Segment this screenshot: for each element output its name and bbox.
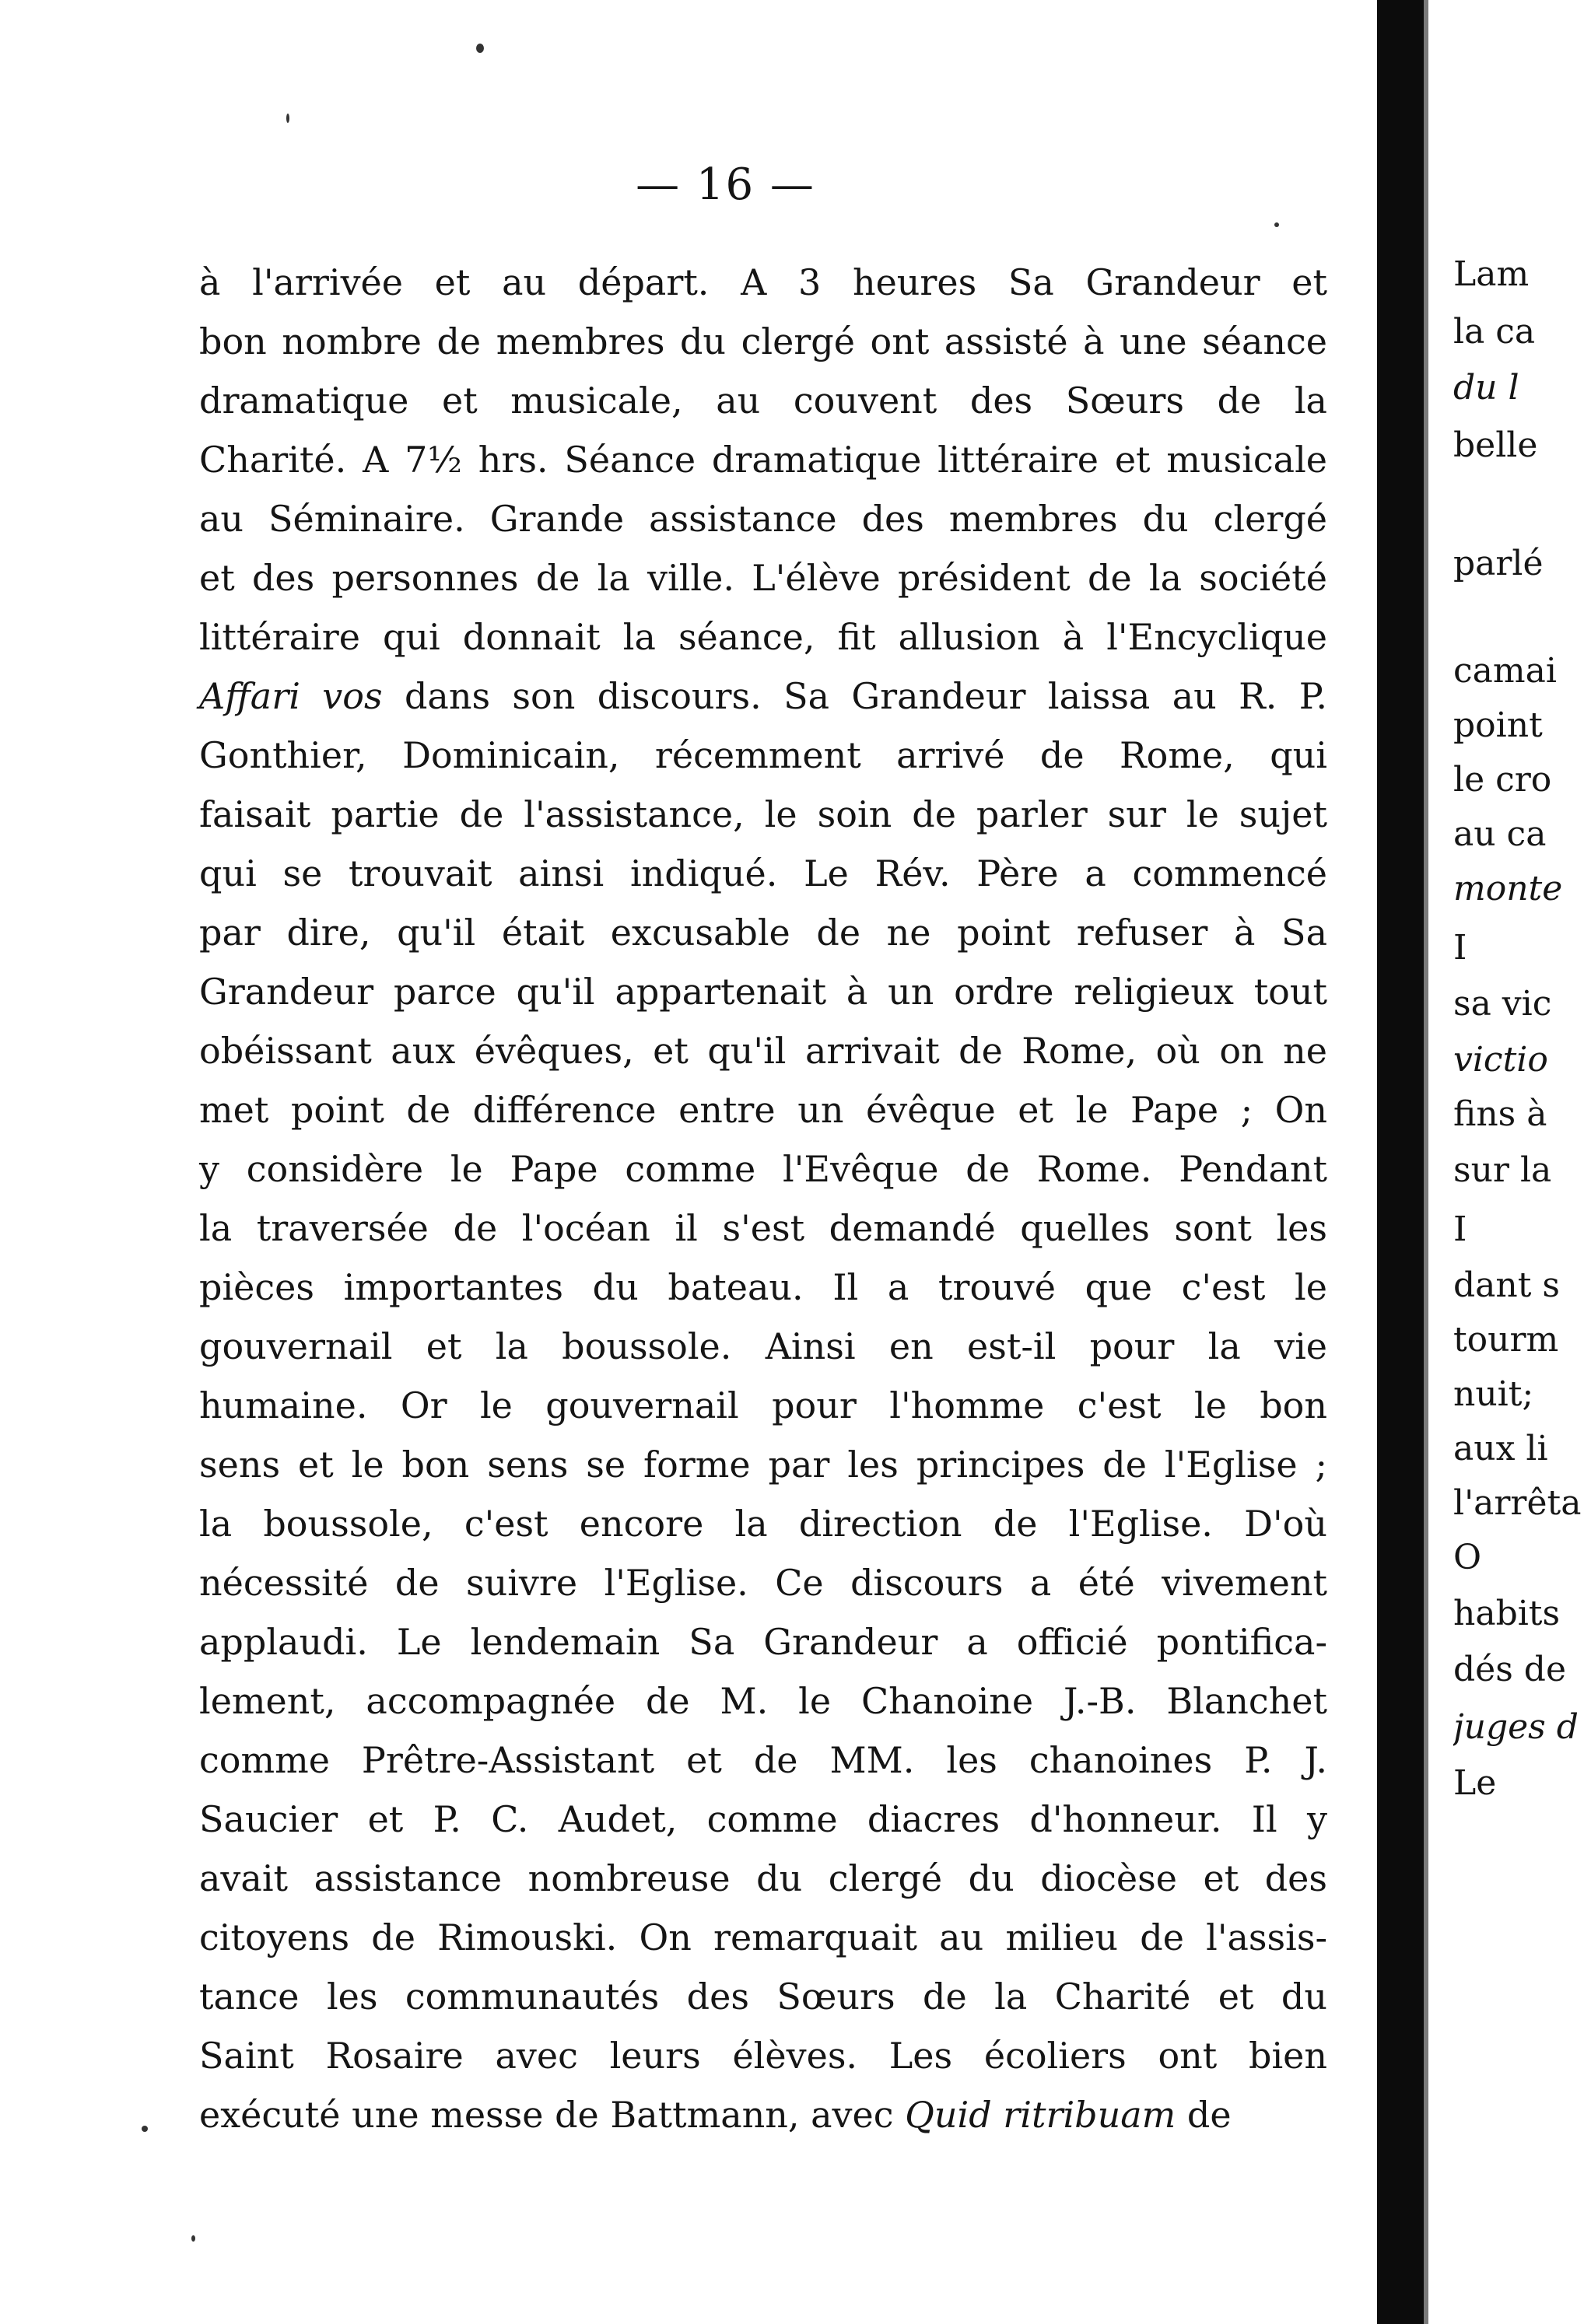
line-text: gouvernail et la boussole. Ainsi en est-il pour la vie bbox=[199, 1325, 1327, 1367]
text-line bbox=[199, 1553, 1327, 1612]
facing-page-text: Lam bbox=[1453, 254, 1530, 294]
text-line bbox=[199, 1494, 1327, 1553]
italic-term: Affari vos bbox=[199, 675, 383, 717]
facing-page-text: habits bbox=[1453, 1594, 1561, 1633]
facing-page-text: sa vic bbox=[1453, 984, 1552, 1024]
text-line bbox=[199, 1080, 1327, 1139]
line-text: à l'arrivée et au départ. A 3 heures Sa Grandeur et bbox=[199, 261, 1327, 303]
facing-page-text: nuit; bbox=[1453, 1374, 1534, 1414]
line-text: la traversée de l'océan il s'est demandé quelles sont les bbox=[199, 1207, 1327, 1249]
line-text: Charité. A 7½ hrs. Séance dramatique littéraire et musicale bbox=[199, 439, 1327, 481]
text-line bbox=[199, 1435, 1327, 1494]
line-text: Grandeur parce qu'il appartenait à un ordre religieux tout bbox=[199, 971, 1327, 1013]
facing-page-text: juges d bbox=[1453, 1707, 1579, 1747]
text-line bbox=[199, 371, 1327, 430]
facing-page-text: sur la bbox=[1453, 1150, 1552, 1190]
line-text: sens et le bon sens se forme par les principes de l'Eglise ; bbox=[199, 1444, 1327, 1486]
facing-page-text: I bbox=[1453, 928, 1467, 968]
text-line bbox=[199, 1258, 1327, 1317]
line-text: applaudi. Le lendemain Sa Grandeur a officié pontifica- bbox=[199, 1621, 1327, 1663]
scan-speck bbox=[142, 2126, 148, 2132]
facing-page-text: camai bbox=[1453, 651, 1557, 691]
text-line bbox=[199, 2085, 1327, 2144]
line-text: au Séminaire. Grande assistance des membres du clergé bbox=[199, 498, 1327, 540]
facing-page-text: belle bbox=[1453, 425, 1538, 465]
line-text: littéraire qui donnait la séance, fit allusion à l'Encyclique bbox=[199, 616, 1327, 658]
line-text: y considère le Pape comme l'Evêque de Rome. Pendant bbox=[199, 1148, 1327, 1190]
line-text: citoyens de Rimouski. On remarquait au milieu de l'assis- bbox=[199, 1916, 1327, 1958]
text-line bbox=[199, 1967, 1327, 2026]
text-line bbox=[199, 1317, 1327, 1376]
facing-page-text: monte bbox=[1453, 869, 1563, 908]
text-line bbox=[199, 1199, 1327, 1258]
scan-speck bbox=[1274, 222, 1279, 227]
scan-speck bbox=[286, 114, 289, 123]
text-line bbox=[199, 1376, 1327, 1435]
text-line bbox=[199, 1139, 1327, 1199]
facing-page-text: du l bbox=[1453, 368, 1519, 408]
facing-page-text: I bbox=[1453, 1209, 1467, 1249]
text-line bbox=[199, 667, 1327, 726]
text-line bbox=[199, 1612, 1327, 1671]
facing-page-text: Le bbox=[1453, 1763, 1497, 1803]
line-text: de bbox=[1176, 2094, 1232, 2136]
facing-page-text: aux li bbox=[1453, 1429, 1548, 1468]
line-text: nécessité de suivre l'Eglise. Ce discours a été vivement bbox=[199, 1562, 1327, 1604]
text-line bbox=[199, 1908, 1327, 1967]
text-line bbox=[199, 903, 1327, 962]
text-line bbox=[199, 1790, 1327, 1849]
line-text: par dire, qu'il était excusable de ne point refuser à Sa bbox=[199, 912, 1327, 954]
facing-page-text: victio bbox=[1453, 1040, 1548, 1080]
line-text: qui se trouvait ainsi indiqué. Le Rév. Père a commencé bbox=[199, 852, 1327, 894]
line-text: la boussole, c'est encore la direction de l'Eglise. D'où bbox=[199, 1503, 1327, 1545]
line-text: pièces importantes du bateau. Il a trouvé que c'est le bbox=[199, 1266, 1327, 1308]
italic-term: Quid ritribuam bbox=[905, 2094, 1176, 2136]
line-text: faisait partie de l'assistance, le soin de parler sur le sujet bbox=[199, 793, 1327, 835]
facing-page-text: dant s bbox=[1453, 1265, 1560, 1305]
book-gutter-edge bbox=[1424, 0, 1428, 2324]
line-text: obéissant aux évêques, et qu'il arrivait de Rome, où on ne bbox=[199, 1030, 1327, 1072]
page-number: — 16 — bbox=[636, 159, 815, 210]
line-text: dans son discours. Sa Grandeur laissa au R. P. bbox=[382, 675, 1327, 717]
facing-page-text: O bbox=[1453, 1538, 1482, 1577]
facing-page-text: fins à bbox=[1453, 1094, 1547, 1134]
facing-page-fragment bbox=[1453, 253, 1591, 2314]
text-line bbox=[199, 1671, 1327, 1731]
facing-page-text: point bbox=[1453, 705, 1543, 745]
line-text: Gonthier, Dominicain, récemment arrivé de Rome, qui bbox=[199, 734, 1327, 776]
text-line bbox=[199, 962, 1327, 1021]
line-text: met point de différence entre un évêque et le Pape ; On bbox=[199, 1089, 1327, 1131]
line-text: et des personnes de la ville. L'élève président de la société bbox=[199, 557, 1327, 599]
text-line bbox=[199, 1731, 1327, 1790]
facing-page-text: l'arrêta bbox=[1453, 1483, 1582, 1523]
facing-page-text: parlé bbox=[1453, 544, 1544, 583]
line-text: bon nombre de membres du clergé ont assisté à une séance bbox=[199, 320, 1327, 362]
text-line bbox=[199, 785, 1327, 844]
facing-page-text: au ca bbox=[1453, 814, 1547, 854]
facing-page-text: le cro bbox=[1453, 760, 1552, 800]
text-line bbox=[199, 726, 1327, 785]
line-text: Saint Rosaire avec leurs élèves. Les écoliers ont bien bbox=[199, 2035, 1327, 2077]
scan-speck bbox=[191, 2235, 195, 2242]
facing-page-text: tourm bbox=[1453, 1320, 1559, 1360]
text-line bbox=[199, 312, 1327, 371]
line-text: Saucier et P. C. Audet, comme diacres d'honneur. Il y bbox=[199, 1798, 1327, 1840]
line-text: dramatique et musicale, au couvent des Sœurs de la bbox=[199, 380, 1327, 422]
text-line bbox=[199, 1021, 1327, 1080]
text-line bbox=[199, 1849, 1327, 1908]
text-line bbox=[199, 430, 1327, 489]
line-text: lement, accompagnée de M. le Chanoine J.-B. Blanchet bbox=[199, 1680, 1327, 1722]
text-line bbox=[199, 607, 1327, 667]
line-text: tance les communautés des Sœurs de la Charité et du bbox=[199, 1976, 1327, 2018]
facing-page-text: dés de bbox=[1453, 1650, 1566, 1689]
line-text: humaine. Or le gouvernail pour l'homme c'est le bon bbox=[199, 1384, 1327, 1426]
text-line bbox=[199, 2026, 1327, 2085]
scan-speck bbox=[476, 44, 484, 53]
line-text: avait assistance nombreuse du clergé du diocèse et des bbox=[199, 1857, 1327, 1899]
line-text: comme Prêtre-Assistant et de MM. les chanoines P. J. bbox=[199, 1739, 1327, 1781]
book-gutter-shadow bbox=[1377, 0, 1424, 2324]
main-text-column bbox=[199, 253, 1327, 2144]
text-line bbox=[199, 489, 1327, 548]
facing-page-text: la ca bbox=[1453, 312, 1536, 352]
text-line bbox=[199, 548, 1327, 607]
text-line bbox=[199, 253, 1327, 312]
text-line bbox=[199, 844, 1327, 903]
line-text: exécuté une messe de Battmann, avec bbox=[199, 2094, 906, 2136]
